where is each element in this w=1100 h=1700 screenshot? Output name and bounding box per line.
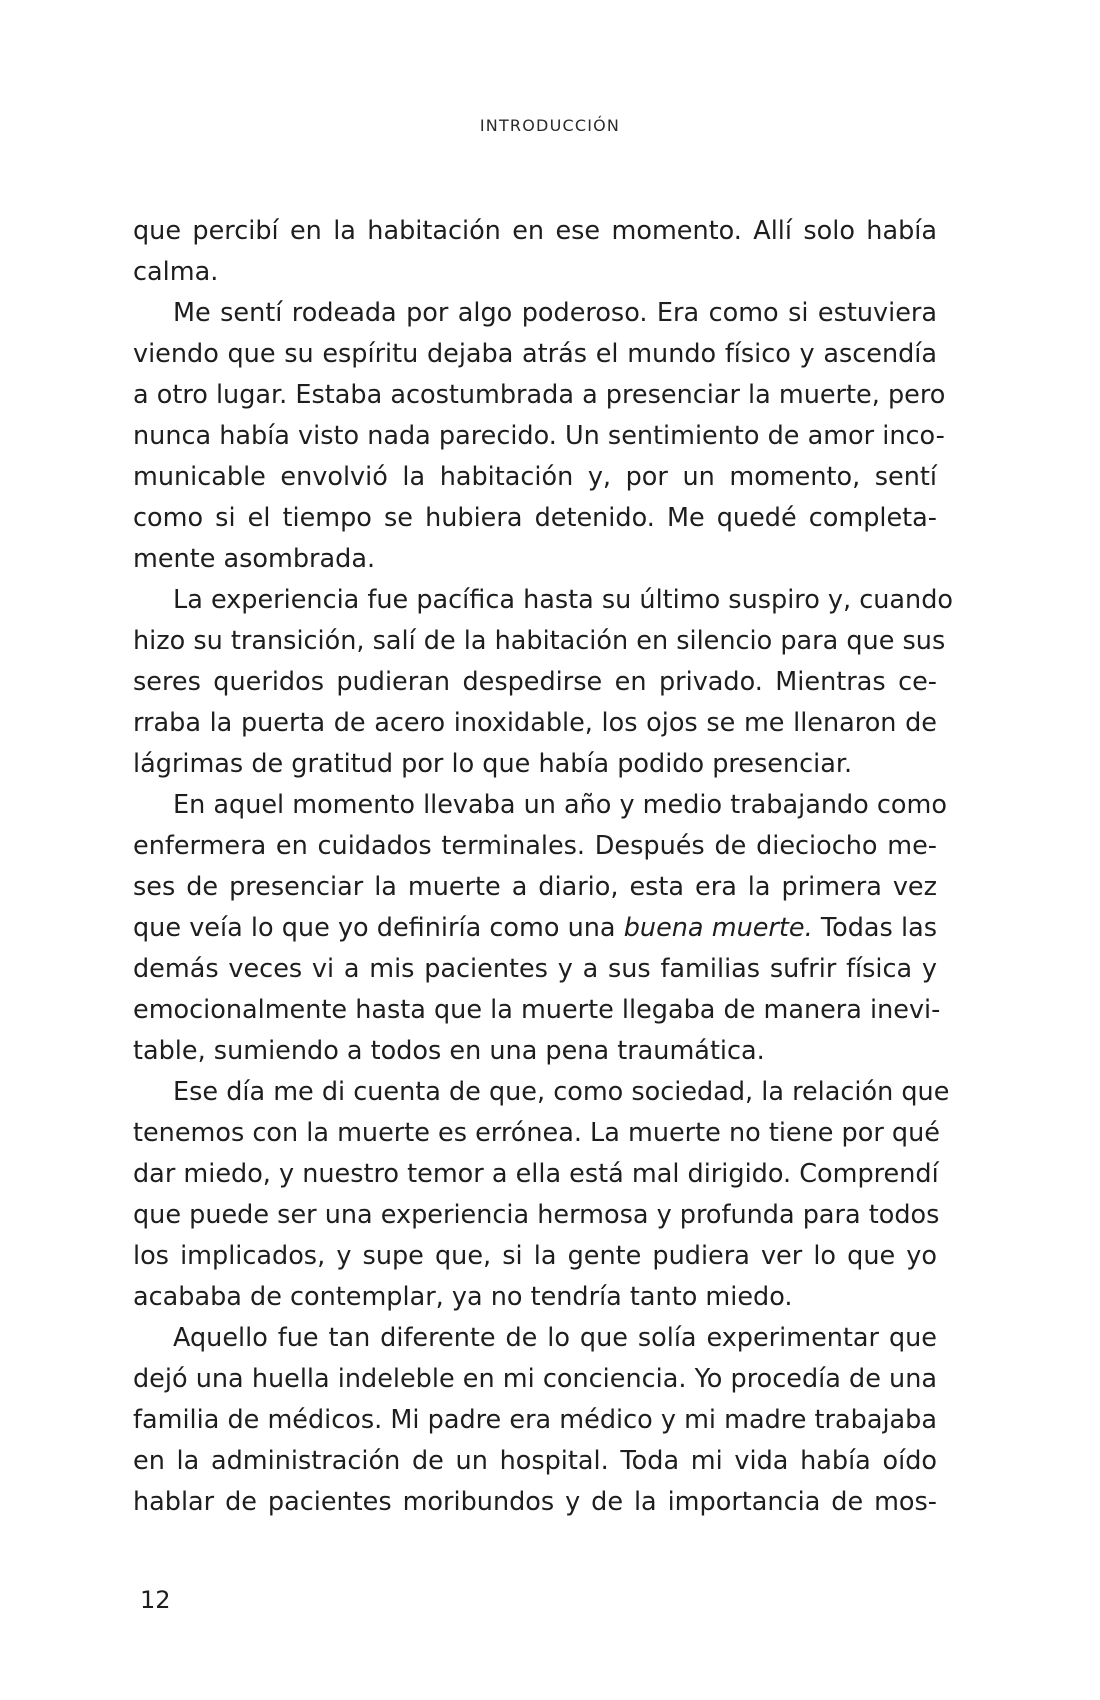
- text-line: en la administración de un hospital. Toda mi vida había oído: [133, 1446, 937, 1476]
- text-line: los implicados, y supe que, si la gente pudiera ver lo que yo: [133, 1241, 937, 1271]
- text-line: dar miedo, y nuestro temor a ella está mal dirigido. Comprendí: [133, 1159, 939, 1189]
- text-line: enfermera en cuidados terminales. Después de dieciocho me-: [133, 831, 937, 861]
- text-line: calma.: [133, 257, 219, 287]
- italic-phrase: buena muerte.: [623, 913, 813, 943]
- text-line: acababa de contemplar, ya no tendría tanto miedo.: [133, 1282, 793, 1312]
- text-line: viendo que su espíritu dejaba atrás el mundo físico y ascendía: [133, 339, 937, 369]
- text-line: table, sumiendo a todos en una pena traumática.: [133, 1036, 765, 1066]
- text-line: que percibí en la habitación en ese momento. Allí solo había: [133, 216, 937, 246]
- text-line: emocionalmente hasta que la muerte llegaba de manera inevi-: [133, 995, 941, 1025]
- text-line: hizo su transición, salí de la habitación en silencio para que sus: [133, 626, 946, 656]
- page-number: 12: [140, 1586, 171, 1614]
- text-line-after: Todas las: [812, 913, 937, 943]
- text-line: Aquello fue tan diferente de lo que solía experimentar que: [173, 1323, 937, 1353]
- text-line: tenemos con la muerte es errónea. La muerte no tiene por qué: [133, 1118, 940, 1148]
- text-line: como si el tiempo se hubiera detenido. Me quedé completa-: [133, 503, 937, 533]
- text-line: seres queridos pudieran despedirse en privado. Mientras ce-: [133, 667, 937, 697]
- text-line: demás veces vi a mis pacientes y a sus familias sufrir física y: [133, 954, 937, 984]
- text-line-before: que veía lo que yo definiría como una: [133, 913, 624, 943]
- text-line: rraba la puerta de acero inoxidable, los ojos se me llenaron de: [133, 708, 937, 738]
- text-line: hablar de pacientes moribundos y de la importancia de mos-: [133, 1487, 937, 1517]
- text-line-with-emphasis: [133, 908, 937, 949]
- text-line: mente asombrada.: [133, 544, 376, 574]
- body-text: [133, 211, 953, 1523]
- text-line: municable envolvió la habitación y, por un momento, sentí: [133, 462, 937, 492]
- text-line: Me sentí rodeada por algo poderoso. Era como si estuviera: [173, 298, 937, 328]
- text-line: Ese día me di cuenta de que, como sociedad, la relación que: [173, 1077, 950, 1107]
- text-line: dejó una huella indeleble en mi conciencia. Yo procedía de una: [133, 1364, 937, 1394]
- text-line: lágrimas de gratitud por lo que había podido presenciar.: [133, 749, 853, 779]
- text-line: La experiencia fue pacífica hasta su último suspiro y, cuando: [173, 585, 953, 615]
- text-line: ses de presenciar la muerte a diario, esta era la primera vez: [133, 872, 937, 902]
- text-line: En aquel momento llevaba un año y medio trabajando como: [173, 790, 947, 820]
- text-line: familia de médicos. Mi padre era médico y mi madre trabajaba: [133, 1405, 937, 1435]
- text-line: a otro lugar. Estaba acostumbrada a presenciar la muerte, pero: [133, 380, 946, 410]
- running-head: INTRODUCCIÓN: [479, 116, 621, 135]
- text-line: que puede ser una experiencia hermosa y profunda para todos: [133, 1200, 940, 1230]
- text-line: nunca había visto nada parecido. Un sentimiento de amor inco-: [133, 421, 945, 451]
